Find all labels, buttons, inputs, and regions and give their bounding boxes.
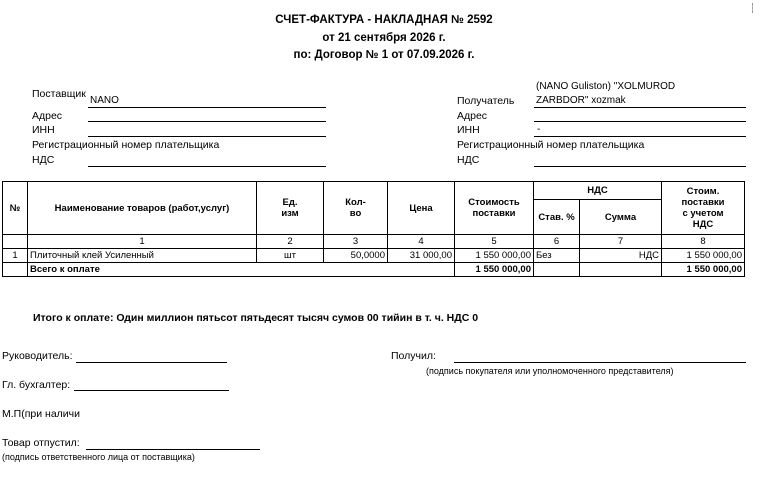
supplier-label: Поставщик <box>32 88 86 100</box>
col-number: 6 <box>534 235 580 249</box>
supplier-inn-label: ИНН <box>32 124 55 136</box>
col-number: 8 <box>662 235 745 249</box>
row-vat-rate: Без <box>534 249 580 263</box>
document-title: СЧЕТ-ФАКТУРА - НАКЛАДНАЯ № 2592 <box>275 14 493 26</box>
supplier-address-label: Адрес <box>32 110 63 122</box>
supplier-address-line <box>88 121 326 122</box>
supplier-name-line <box>88 107 326 108</box>
col-header-num: № <box>3 182 28 235</box>
supplier-vat-line <box>88 166 326 167</box>
col-number: 5 <box>455 235 534 249</box>
row-total: 1 550 000,00 <box>662 249 745 263</box>
col-header-price: Цена <box>388 182 455 235</box>
recipient-inn-value: - <box>537 124 541 135</box>
col-header-cost: Стоимость поставки <box>455 182 534 235</box>
released-signature-line <box>86 449 260 450</box>
recipient-name-line2: ZARBDOR" xozmak <box>536 95 626 106</box>
recipient-vat-label: НДС <box>457 154 480 166</box>
recipient-vat-line <box>534 166 746 167</box>
col-header-name: Наименование товаров (работ,услуг) <box>28 182 257 235</box>
recipient-inn-line <box>534 136 746 137</box>
total-row <box>3 263 745 277</box>
recipient-address-label: Адрес <box>457 110 488 122</box>
col-header-total: Стоим. поставки с учетом НДС <box>662 182 745 235</box>
recipient-reg-label: Регистрационный номер плательщика <box>457 139 645 151</box>
released-note: (подпись ответственного лица от поставщика) <box>2 452 195 462</box>
page-break-marker <box>752 3 754 13</box>
recipient-label: Получатель <box>457 95 515 107</box>
row-price: 31 000,00 <box>388 249 455 263</box>
invoice-table <box>2 181 745 277</box>
supplier-reg-label: Регистрационный номер плательщика <box>32 139 220 151</box>
row-name: Плиточный клей Усиленный <box>28 249 257 263</box>
received-signature-line <box>454 362 746 363</box>
stamp-label: М.П(при наличи <box>2 408 80 420</box>
col-number: 4 <box>388 235 455 249</box>
column-number-row <box>3 235 745 249</box>
total-with-vat: 1 550 000,00 <box>662 263 745 277</box>
document-date: от 21 сентября 2026 г. <box>322 32 446 44</box>
col-header-qty: Кол- во <box>324 182 388 235</box>
director-signature-line <box>76 362 227 363</box>
col-number: 3 <box>324 235 388 249</box>
supplier-inn-line <box>88 136 326 137</box>
col-header-vat-rate: Став. % <box>534 200 580 235</box>
row-unit: шт <box>257 249 324 263</box>
total-cost: 1 550 000,00 <box>455 263 534 277</box>
row-vat-sum: НДС <box>580 249 662 263</box>
recipient-inn-label: ИНН <box>457 124 480 136</box>
recipient-name-line1: (NANO Guliston) "XOLMUROD <box>536 81 676 92</box>
col-number: 2 <box>257 235 324 249</box>
col-number: 1 <box>28 235 257 249</box>
recipient-name-line <box>534 107 746 108</box>
document-contract: по: Договор № 1 от 07.09.2026 г. <box>293 49 475 61</box>
row-num: 1 <box>3 249 28 263</box>
table-row <box>3 249 745 263</box>
col-header-unit: Ед. изм <box>257 182 324 235</box>
accountant-label: Гл. бухгалтер: <box>2 379 71 391</box>
recipient-address-line <box>534 121 746 122</box>
received-label: Получил: <box>391 350 436 362</box>
supplier-vat-label: НДС <box>32 154 55 166</box>
accountant-signature-line <box>74 390 229 391</box>
table-header-row <box>3 182 745 200</box>
released-label: Товар отпустил: <box>2 437 80 449</box>
director-label: Руководитель: <box>2 350 73 362</box>
received-note: (подпись покупателя или уполномоченного представителя) <box>426 366 674 376</box>
total-label: Всего к оплате <box>28 263 455 277</box>
col-number: 7 <box>580 235 662 249</box>
col-header-vat-sum: Сумма <box>580 200 662 235</box>
row-qty: 50,0000 <box>324 249 388 263</box>
total-in-words: Итого к оплате: Один миллион пятьсот пятьдесят тысяч сумов 00 тийин в т. ч. НДС 0 <box>33 312 479 324</box>
supplier-name: NANO <box>90 95 119 106</box>
row-cost: 1 550 000,00 <box>455 249 534 263</box>
col-header-vat: НДС <box>534 182 662 200</box>
